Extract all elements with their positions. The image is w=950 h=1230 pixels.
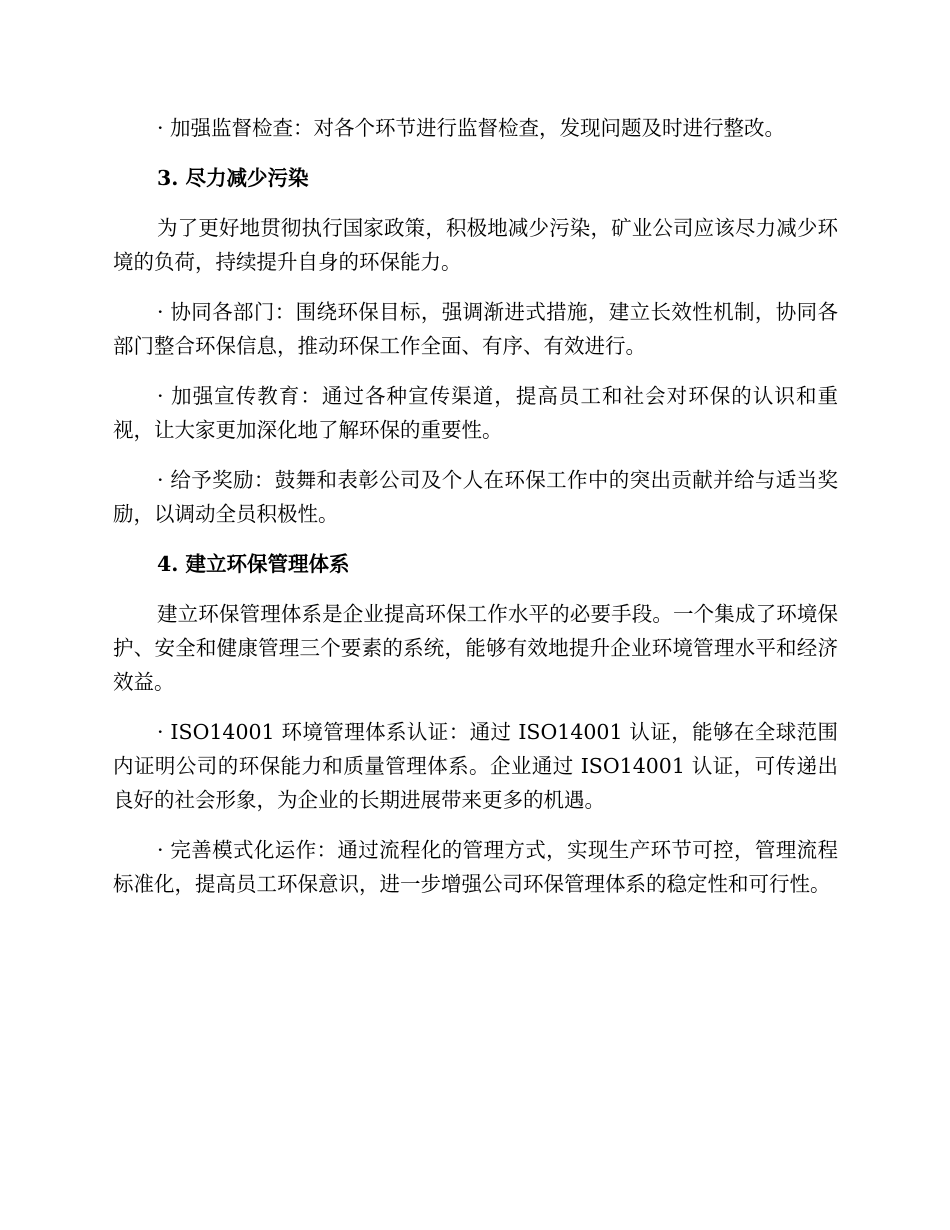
- paragraph-reduce-pollution-intro: 为了更好地贯彻执行国家政策，积极地减少污染，矿业公司应该尽力减少环境的负荷，持续提升自身的环保能力。: [113, 216, 838, 274]
- section-heading-management-system: 4. 建立环保管理体系: [157, 552, 350, 576]
- bullet-supervision-inspection: · 加强监督检查：对各个环节进行监督检查，发现问题及时进行整改。: [157, 116, 786, 140]
- paragraph-management-system-intro: 建立环保管理体系是企业提高环保工作水平的必要手段。一个集成了环境保护、安全和健康管理三个要素的系统，能够有效地提升企业环境管理水平和经济效益。: [113, 602, 838, 694]
- bullet-standardized-operation: · 完善模式化运作：通过流程化的管理方式，实现生产环节可控，管理流程标准化，提高员工环保意识，进一步增强公司环保管理体系的稳定性和可行性。: [113, 838, 838, 896]
- bullet-rewards: · 给予奖励：鼓舞和表彰公司及个人在环保工作中的突出贡献并给与适当奖励，以调动全员积极性。: [113, 468, 838, 526]
- section-heading-reduce-pollution: 3. 尽力减少污染: [157, 166, 309, 190]
- bullet-coordinate-departments: · 协同各部门：围绕环保目标，强调渐进式措施，建立长效性机制，协同各部门整合环保信息，推动环保工作全面、有序、有效进行。: [113, 300, 838, 358]
- bullet-iso14001-certification: · ISO14001 环境管理体系认证：通过 ISO14001 认证，能够在全球范围内证明公司的环保能力和质量管理体系。企业通过 ISO14001 认证，可传递出良好的社会形象，为企业的长期进展带来更多的机遇。: [113, 720, 838, 812]
- bullet-publicity-education: · 加强宣传教育：通过各种宣传渠道，提高员工和社会对环保的认识和重视，让大家更加深化地了解环保的重要性。: [113, 384, 838, 442]
- document-page: [113, 111, 838, 917]
